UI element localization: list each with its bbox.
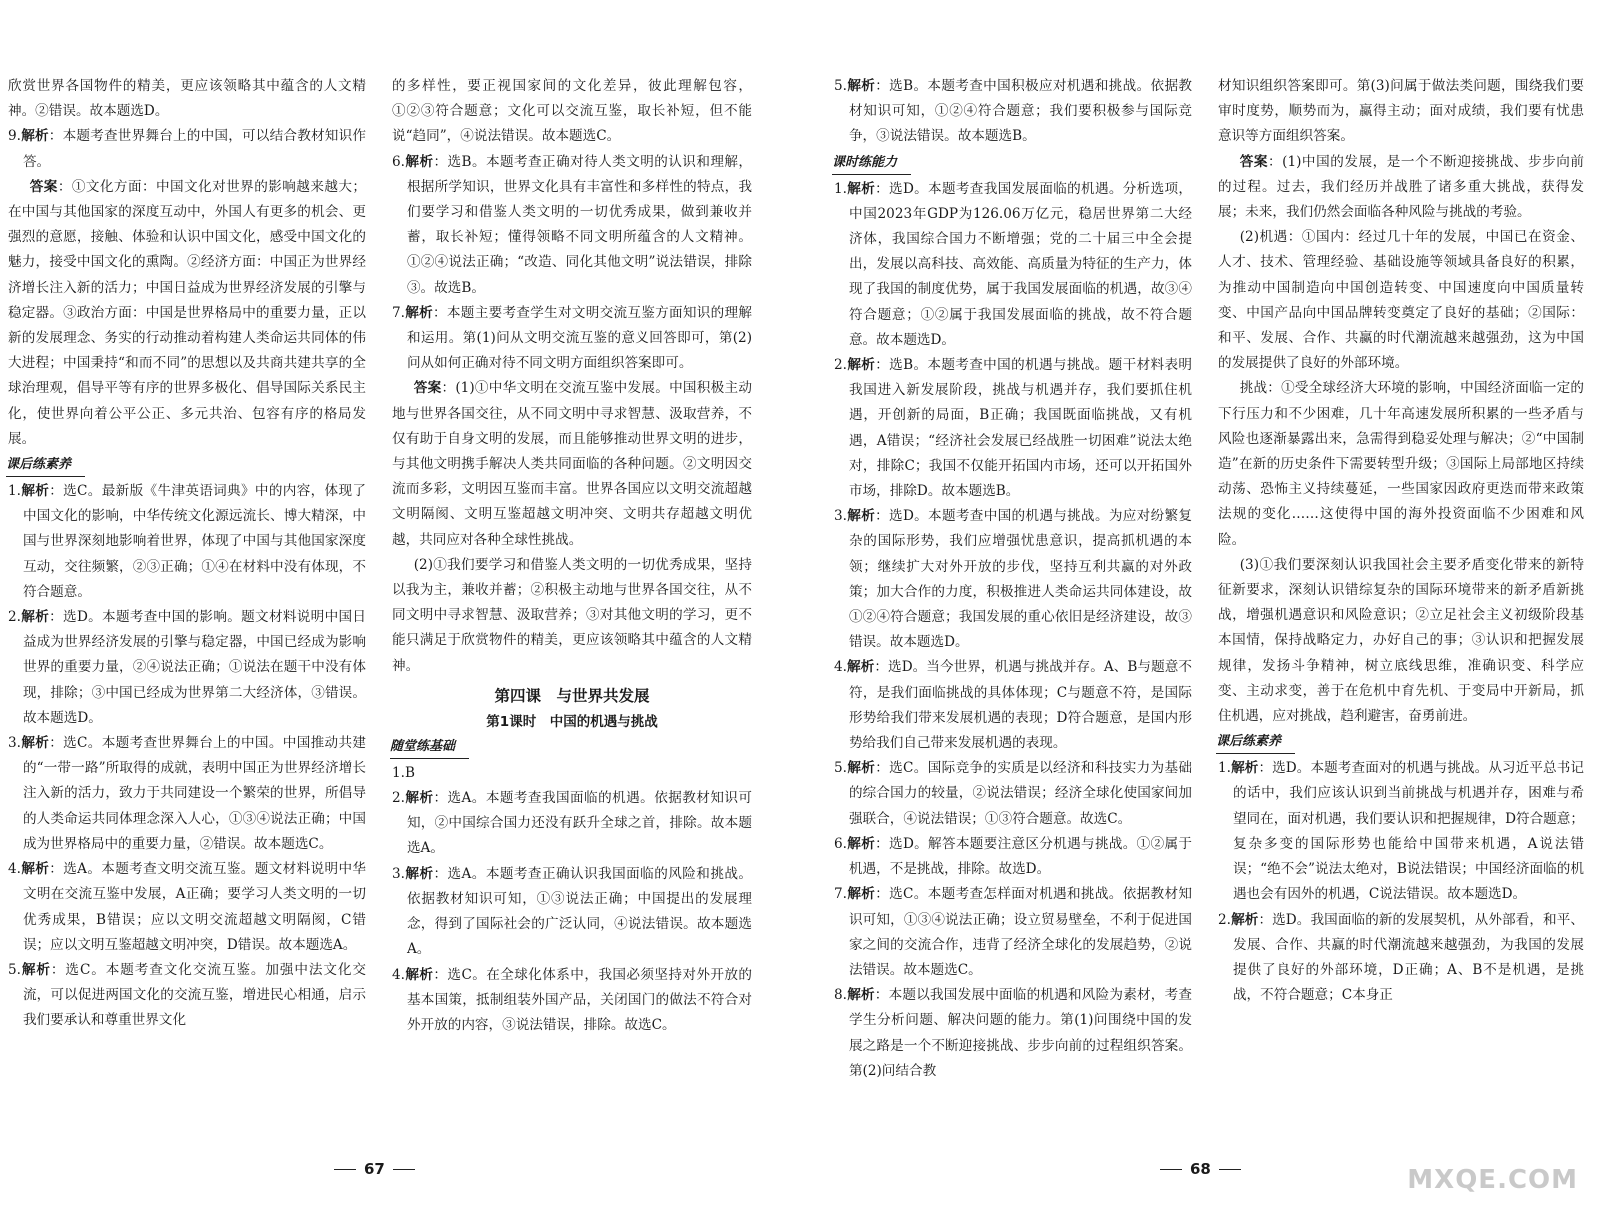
watermark: MXQE.COM [1407,1165,1578,1195]
answer-paragraph [1218,553,1584,729]
question-item [392,963,752,1039]
page-number-text: 67 [364,1160,385,1178]
item-label: 解析 [846,508,876,525]
item-number: 3. [834,508,847,525]
question-item [8,958,366,1034]
right-col-2 [1218,74,1584,1008]
item-label: 解析 [404,153,434,170]
item-label: 解析 [20,961,51,978]
item-text: ：本题主要考查学生对文明交流互鉴方面知识的理解和运用。第(1)问从文明交流互鉴的意义回答即可，第(2)问从如何正确对待不同文明方面组织答案即可。 [406,304,753,372]
answer-paragraph [392,376,752,552]
lesson-subtitle: 第1课时 中国的机遇与挑战 [486,713,658,730]
item-label: 解析 [20,483,50,500]
item-label: 解析 [846,760,876,777]
dash-decor [1160,1169,1182,1170]
right-page [820,0,1600,1209]
item-label: 解析 [20,128,49,145]
question-item [1218,908,1584,1009]
page-number-text: 68 [1190,1160,1211,1178]
item-number: 1. [392,764,405,781]
lesson-title: 第四课 与世界共发展 [494,686,650,705]
item-label: 解析 [846,180,876,197]
item-text: ：选B。本题考查中国的机遇与挑战。题干材料表明我国进入新发展阶段，挑战与机遇并存，我们要抓住机遇，开创新的局面，B正确；我国既面临挑战，又有机遇，A错误；“经济社会发展已经战胜一切困难”说法太绝对，排除C；我国不仅能开拓国内市场，还可以开拓国外市场，排除D。故本题选B。 [848,357,1192,500]
item-text: ：选C。本题考查世界舞台上的中国。中国推动共建的“一带一路”所取得的成就，表明中国正为世界经济增长注入新的活力，致力于共同建设一个繁荣的世界，所倡导的人类命运共同体理念深入人心，①③④说法正确；中国成为世界格局中的重要力量，②错误。故本题选C。 [22,735,367,852]
item-number: 5. [834,760,847,777]
item-label: 答案 [1239,153,1269,170]
answer-paragraph [1218,225,1584,376]
item-text: ：本题以我国发展中面临的机遇和风险为素材，考查学生分析问题、解决问题的能力。第(1)问围绕中国的发展之路是一个不断迎接挑战、步步向前的过程组织答案。第(2)问结合教 [848,987,1193,1079]
answer-paragraph [8,175,366,452]
item-number: 7. [392,304,405,321]
dash-decor [393,1169,415,1170]
question-item [834,504,1192,655]
answer-paragraph [1218,150,1584,226]
left-page [0,0,790,1209]
item-number: 4. [834,659,847,676]
continued-text: 的多样性，要正视国家间的文化差异，彼此理解包容，①②③符合题意；文化可以交流互鉴，取长补短，但不能说“趋同”，④说法错误。故本题选C。 [392,78,752,145]
item-text: ：选D。本题考查面对的机遇与挑战。从习近平总书记的话中，我们应该认识到当前挑战与机遇并存，困难与希望同在，面对机遇，我们要认识和把握规律，D符合题意；复杂多变的国际形势也能给中国带来机遇，A说法错误；“绝不会”说法太绝对，B说法错误；中国经济面临的机遇也会有因外的机遇，C说法错误。故本题选D。 [1232,760,1584,903]
item-label: 解析 [404,865,434,882]
item-text: ：选D。当今世界，机遇与挑战并存。A、B与题意不符，是我们面临挑战的具体体现；C与题意不符，是国际形势给我们带来发展机遇的表现；D符合题意，是国内形势给我们自己带来发展机遇的表现。 [848,659,1192,752]
section-heading: 课后练素养 [6,454,85,477]
item-label: 解析 [846,659,875,676]
item-text: ：(1)中国的发展，是一个不断迎接挑战、步步向前的过程。过去，我们经历并战胜了诸多重大挑战，获得发展；未来，我们仍然会面临各种风险与挑战的考验。 [1218,153,1584,221]
item-number: 4. [8,861,21,878]
item-label: 解析 [404,966,434,983]
section-heading: 随堂练基础 [390,736,469,759]
item-text: 挑战：①受全球经济大环境的影响，中国经济面临一定的下行压力和不少困难，几十年高速发展所积累的一些矛盾与风险也逐渐暴露出来，急需得到稳妥处理与解决；②“中国制造”在新的历史条件下需要转型升级；③国际上局部地区持续动荡、恐怖主义持续蔓延，一些国家因政府更迭而带来政策法规的变化……这使得中国的海外投资面临不少困难和风险。 [1218,380,1584,548]
item-label: 解析 [846,78,876,94]
item-text: ：选C。国际竞争的实质是以经济和科技实力为基础的综合国力的较量，②说法错误；经济全球化使国家间加强联合，④说法错误；①③符合题意。故选C。 [848,760,1193,827]
item-number: 1. [834,180,847,197]
item-text: (2)机遇：①国内：经过几十年的发展，中国已在资金、人才、技术、管理经验、基础设施等领域具备良好的积累，为推动中国制造向中国创造转变、中国速度向中国质量转变、中国产品向中国品牌转变奠定了良好的基础；②国际：和平、发展、合作、共赢的时代潮流越来越强劲，这为中国的发展提供了良好的外部环境。 [1218,229,1584,372]
question-item [834,353,1192,504]
question-item [8,857,366,958]
question-item [392,862,752,963]
page-number-right [1152,1160,1249,1178]
item-text: ：选A。本题考查我国面临的机遇。依据教材知识可知，②中国综合国力还没有跃升全球之首，排除。故本题选A。 [406,790,752,857]
item-number: 2. [1218,911,1231,928]
item-number: 3. [392,865,405,882]
item-label: 解析 [1230,760,1259,777]
item-number: 1. [1218,760,1231,777]
item-text: ：选C。本题考查怎样面对机遇和挑战。依据教材知识可知，①③④说法正确；设立贸易壁垒，不利于促进国家之间的交流合作，违背了经济全球化的发展趋势，②说法错误。故本题选C。 [848,886,1193,978]
item-number: 2. [392,790,405,807]
page-number-left [326,1160,423,1178]
item-text: (3)①我们要深刻认识我国社会主要矛盾变化带来的新特征新要求，深刻认识错综复杂的国际环境带来的新矛盾新挑战，增强机遇意识和风险意识；②立足社会主义初级阶段基本国情，保持战略定力，办好自己的事；③认识和把握发展规律，发扬斗争精神，树立底线思维，准确识变、科学应变、主动求变，善于在危机中育先机、于变局中开新局，抓住机遇，应对挑战，趋利避害，奋勇前进。 [1218,556,1584,725]
dash-decor [1219,1169,1241,1170]
question-item [8,124,366,174]
question-item [8,605,366,731]
continued-text: 材知识组织答案即可。第(3)问属于做法类问题，围绕我们要审时度势，顺势而为，赢得主动；面对成绩，我们要有忧患意识等方面组织答案。 [1218,78,1584,145]
section-heading: 课后练素养 [1216,731,1295,754]
item-label: 解析 [846,886,876,903]
item-text: ：选A。本题考查正确认识我国面临的风险和挑战。依据教材知识可知，①③说法正确；中国提出的发展理念，得到了国际社会的广泛认同，④说法错误。故本题选A。 [406,865,752,958]
question-item [392,786,752,862]
question-item [392,761,752,786]
item-number: 8. [834,987,847,1004]
item-label: 解析 [20,735,50,752]
item-text: (2)①我们要学习和借鉴人类文明的一切优秀成果，坚持以我为主，兼收并蓄；②积极主动地与世界各国交往，从不同文明中寻求智慧、汲取营养；③对其他文明的学习，更不能只满足于欣赏物件的精美，更应该领略其中蕴含的人文精神。 [392,556,752,674]
item-number: 1. [8,483,21,500]
answer-paragraph [1218,376,1584,552]
question-item [834,177,1192,353]
item-label: 答案 [413,380,442,397]
question-item [8,731,366,857]
item-text: ：选D。本题考查中国的影响。题文材料说明中国日益成为世界经济发展的引擎与稳定器，中国已经成为影响世界的重要力量，②④说法正确；①说法在题干中没有体现，排除；③中国已经成为世界第二大经济体，③错误。故本题选D。 [22,609,367,726]
item-label: 解析 [20,609,50,626]
item-number: 6. [392,153,405,170]
item-text: ：选C。在全球化体系中，我国必须坚持对外开放的基本国策，抵制组装外国产品，关闭国门的做法不符合对外开放的内容，③说法错误，排除。故选C。 [406,966,753,1033]
item-label: 解析 [20,861,50,878]
left-col-1 [8,74,366,1034]
item-text: ：选D。解答本题要注意区分机遇与挑战。①②属于机遇，不是挑战，排除。故选D。 [848,835,1193,878]
question-item [834,832,1192,882]
item-text: ：①文化方面：中国文化对世界的影响越来越大；在中国与其他国家的深度互动中，外国人有更多的机会、更强烈的意愿，接触、体验和认识中国文化，感受中国文化的魅力，接受中国文化的熏陶。②经济方面：中国正为世界经济增长注入新的活力；中国日益成为世界经济发展的引擎与稳定器。③政治方面：中国是世界格局中的重要力量，正以新的发展理念、务实的行动推动着构建人类命运共同体的伟大进程；中国秉持“和而不同”的思想以及共商共建共享的全球治理观，倡导平等有序的世界多极化、倡导国际关系民主化，使世界向着公平公正、多元共治、包容有序的格局发展。 [8,178,367,447]
item-number: 5. [834,78,847,94]
item-label: 解析 [404,304,434,321]
item-text: ：选D。本题考查我国发展面临的机遇。分析选项，中国2023年GDP为126.06万亿元，稳居世界第二大经济体，我国综合国力不断增强；党的二十届三中全会提出，发展以高科技、高效能、高质量为特征的生产力，体现了我国的制度优势，属于我国发展面临的机遇，故③④符合题意；①②属于我国发展面临的挑战，故不符合题意。故本题选D。 [848,180,1193,348]
continued-text: 欣赏世界各国物件的精美，更应该领略其中蕴含的人文精神。②错误。故本题选D。 [8,78,366,120]
item-number: 7. [834,886,847,903]
item-label: 答案 [29,178,58,195]
item-label: 解析 [846,987,875,1004]
item-text: ：选D。本题考查中国的机遇与挑战。为应对纷繁复杂的国际形势，我们应增强忧患意识，提高抓机遇的本领；继续扩大对外开放的步伐，坚持互利共赢的对外政策；加大合作的力度，积极推进人类命运共同体建设，故①②④符合题意；我国发展的重心依旧是经济建设，故③错误。故本题选D。 [848,508,1193,651]
item-text: ：选D。我国面临的新的发展契机，从外部看，和平、发展、合作、共赢的时代潮流越来越强劲，为我国的发展提供了良好的外部环境，D正确；A、B不是机遇，是挑战，不符合题意；C本身正 [1232,911,1584,1004]
item-text: ：选B。本题考查正确对待人类文明的认识和理解，根据所学知识，世界文化具有丰富性和多样性的特点，我们要学习和借鉴人类文明的一切优秀成果，做到兼收并蓄，取长补短；懂得领略不同文明所蕴含的人文精神。①②④说法正确；“改造、同化其他文明”说法错误，排除③。故选B。 [406,153,752,296]
item-label: 解析 [404,790,434,807]
item-label: 解析 [846,835,876,852]
item-number: 2. [8,609,21,626]
question-item [392,301,752,377]
item-text: ：选C。最新版《牛津英语词典》中的内容，体现了中国文化的影响，中华传统文化源远流长、博大精深，中国与世界深刻地影响着世界，体现了中国与其他国家深度互动，交往频繁，②③正确；①④在材料中没有体现，不符合题意。 [22,483,367,600]
question-item [834,882,1192,983]
section-heading: 课时练能力 [832,152,911,175]
question-item [834,756,1192,832]
item-text: ：(1)①中华文明在交流互鉴中发展。中国积极主动地与世界各国交往，从不同文明中寻求智慧、汲取营养，不仅有助于自身文明的发展，而且能够推动世界文明的进步，与其他文明携手解决人类共同面临的各种问题。②文明因交流而多彩，文明因互鉴而丰富。世界各国应以文明交流超越文明隔阂、文明互鉴超越文明冲突、文明共存超越文明优越，共同应对各种全球性挑战。 [392,380,753,548]
dash-decor [334,1169,356,1170]
item-text: ：本题考查世界舞台上的中国，可以结合教材知识作答。 [22,128,367,170]
item-number: 2. [834,357,847,374]
item-number: 9. [8,128,21,145]
right-col-1 [834,74,1192,1084]
question-item [392,150,752,301]
item-text: ：选C。本题考查文化交流互鉴。加强中法文化交流，可以促进两国文化的交流互鉴，增进民心相通，启示我们要承认和尊重世界文化 [22,961,366,1029]
question-item [1218,756,1584,907]
item-text: ：选A。本题考查文明交流互鉴。题文材料说明中华文明在交流互鉴中发展，A正确；要学习人类文明的一切优秀成果，B错误；应以文明交流超越文明隔阂，C错误；应以文明互鉴超越文明冲突，D错误。故本题选A。 [22,861,366,953]
item-text: ：选B。本题考查中国积极应对机遇和挑战。依据教材知识可知，①②④符合题意；我们要积极参与国际竞争，③说法错误。故本题选B。 [848,78,1192,145]
item-label: 解析 [1230,911,1259,928]
question-item [834,983,1192,1084]
item-number: 3. [8,735,21,752]
item-number: 6. [834,835,847,852]
question-item [834,74,1192,150]
item-text: B [404,764,415,781]
item-number: 5. [8,961,21,978]
answer-paragraph [392,553,752,679]
item-label: 解析 [846,357,876,374]
question-item [8,479,366,605]
left-col-2 [392,74,752,1038]
question-item [834,655,1192,756]
item-number: 4. [392,966,405,983]
